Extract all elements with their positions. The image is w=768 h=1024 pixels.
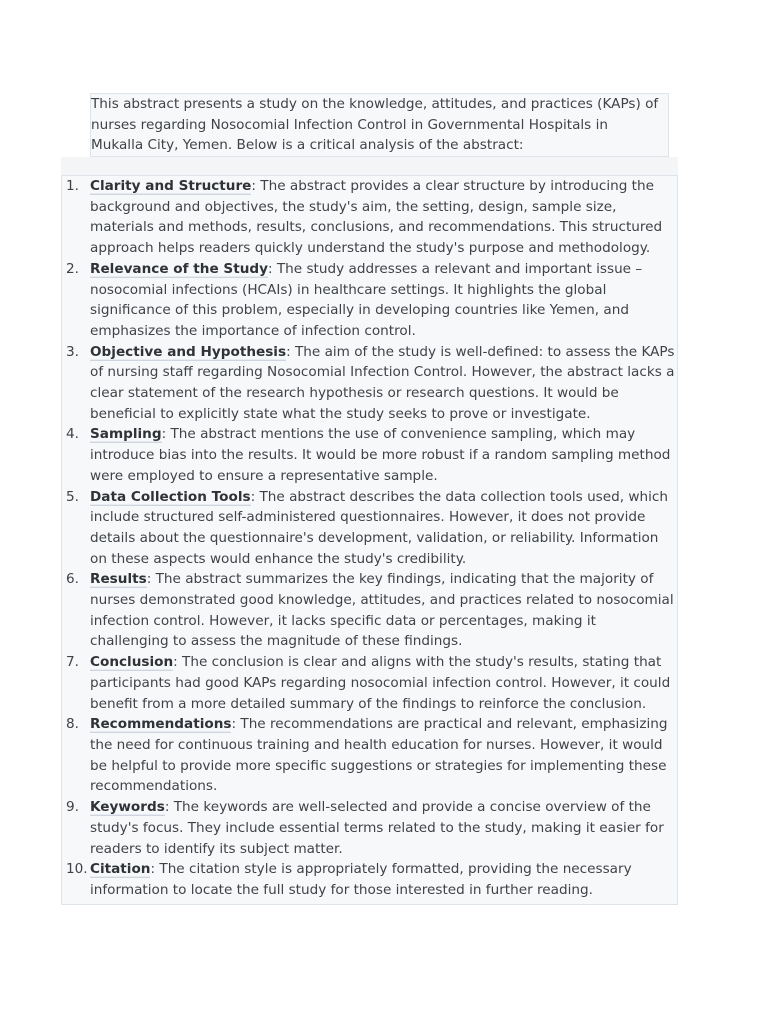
item-text: : The abstract mentions the use of convenience sampling, which may introduce bias into the results. It would be more robust if a random sampling method were employed to ensure a representative sample.: [90, 426, 671, 484]
item-text: : The aim of the study is well-defined: to assess the KAPs of nursing staff regarding Nosocomial Infection Control. However, the abstract lacks a clear statement of the research hypothesis or research questions. It would be beneficial to explicitly state what the study seeks to prove or investigate.: [90, 343, 675, 422]
item-number: 3.: [66, 343, 79, 360]
item-term: Recommendations: [90, 716, 232, 733]
list-item: [0, 714, 678, 797]
item-number: 1.: [66, 178, 79, 194]
list-item: [0, 569, 678, 652]
list-item: [0, 797, 678, 859]
item-text: : The recommendations are practical and relevant, emphasizing the need for continuous training and health education for nurses. However, it would be helpful to provide more specific suggestions or strategies for implementing these recommendations.: [90, 716, 668, 795]
list-item: [0, 259, 678, 342]
item-text: : The keywords are well-selected and provide a concise overview of the study's focus. They include essential terms related to the study, making it easier for readers to identify its subject matter.: [90, 799, 664, 857]
analysis-list: [0, 176, 768, 901]
list-item: [0, 859, 678, 900]
intro-paragraph: This abstract presents a study on the knowledge, attitudes, and practices (KAPs) of nurses regarding Nosocomial Infection Control in Governmental Hospitals in Mukalla City, Yemen. Below is a critical analysis of the abstract:: [90, 93, 669, 157]
item-text: : The abstract summarizes the key findings, indicating that the majority of nurses demonstrated good knowledge, attitudes, and practices related to nosocomial infection control. However, it lacks specific data or percentages, making it challenging to assess the magnitude of these findings.: [90, 571, 674, 650]
item-term: Keywords: [90, 799, 165, 816]
item-term: Citation: [90, 861, 151, 878]
item-text: : The study addresses a relevant and important issue – nosocomial infections (HCAIs) in healthcare settings. It highlights the global significance of this problem, especially in developing countries like Yemen, and emphasizes the importance of infection control.: [90, 260, 643, 339]
item-term: Results: [90, 571, 147, 588]
item-number: 2.: [66, 260, 79, 277]
item-number: 5.: [66, 488, 79, 505]
item-text: : The abstract provides a clear structure by introducing the background and objectives, the study's aim, the setting, design, sample size, materials and methods, results, conclusions, and recommendations. This structured approach helps readers quickly understand the study's purpose and methodology.: [90, 178, 663, 257]
list-item: [0, 487, 678, 570]
item-text: : The citation style is appropriately formatted, providing the necessary information to locate the full study for those interested in further reading.: [90, 861, 632, 898]
item-number: 8.: [66, 716, 79, 733]
item-number: 9.: [66, 799, 79, 816]
list-item: [0, 176, 678, 259]
list-item: [0, 342, 678, 425]
item-term: Objective and Hypothesis: [90, 343, 287, 360]
item-number: 7.: [66, 654, 79, 671]
item-term: Sampling: [90, 426, 162, 443]
item-text: : The abstract describes the data collection tools used, which include structured self-administered questionnaires. However, it does not provide details about the questionnaire's development, validation, or reliability. Information on these aspects would enhance the study's credibility.: [90, 488, 668, 567]
list-item: [0, 424, 678, 486]
separator-band: [61, 157, 678, 175]
item-number: 6.: [66, 571, 79, 588]
item-number: 10.: [66, 861, 88, 878]
item-term: Conclusion: [90, 654, 174, 671]
list-item: [0, 652, 678, 714]
item-term: Relevance of the Study: [90, 260, 268, 277]
item-term: Data Collection Tools: [90, 488, 251, 505]
item-number: 4.: [66, 426, 79, 443]
item-term: Clarity and Structure: [90, 178, 252, 194]
item-text: : The conclusion is clear and aligns with the study's results, stating that participants had good KAPs regarding nosocomial infection control. However, it could benefit from a more detailed summary of the findings to reinforce the conclusion.: [90, 654, 671, 712]
